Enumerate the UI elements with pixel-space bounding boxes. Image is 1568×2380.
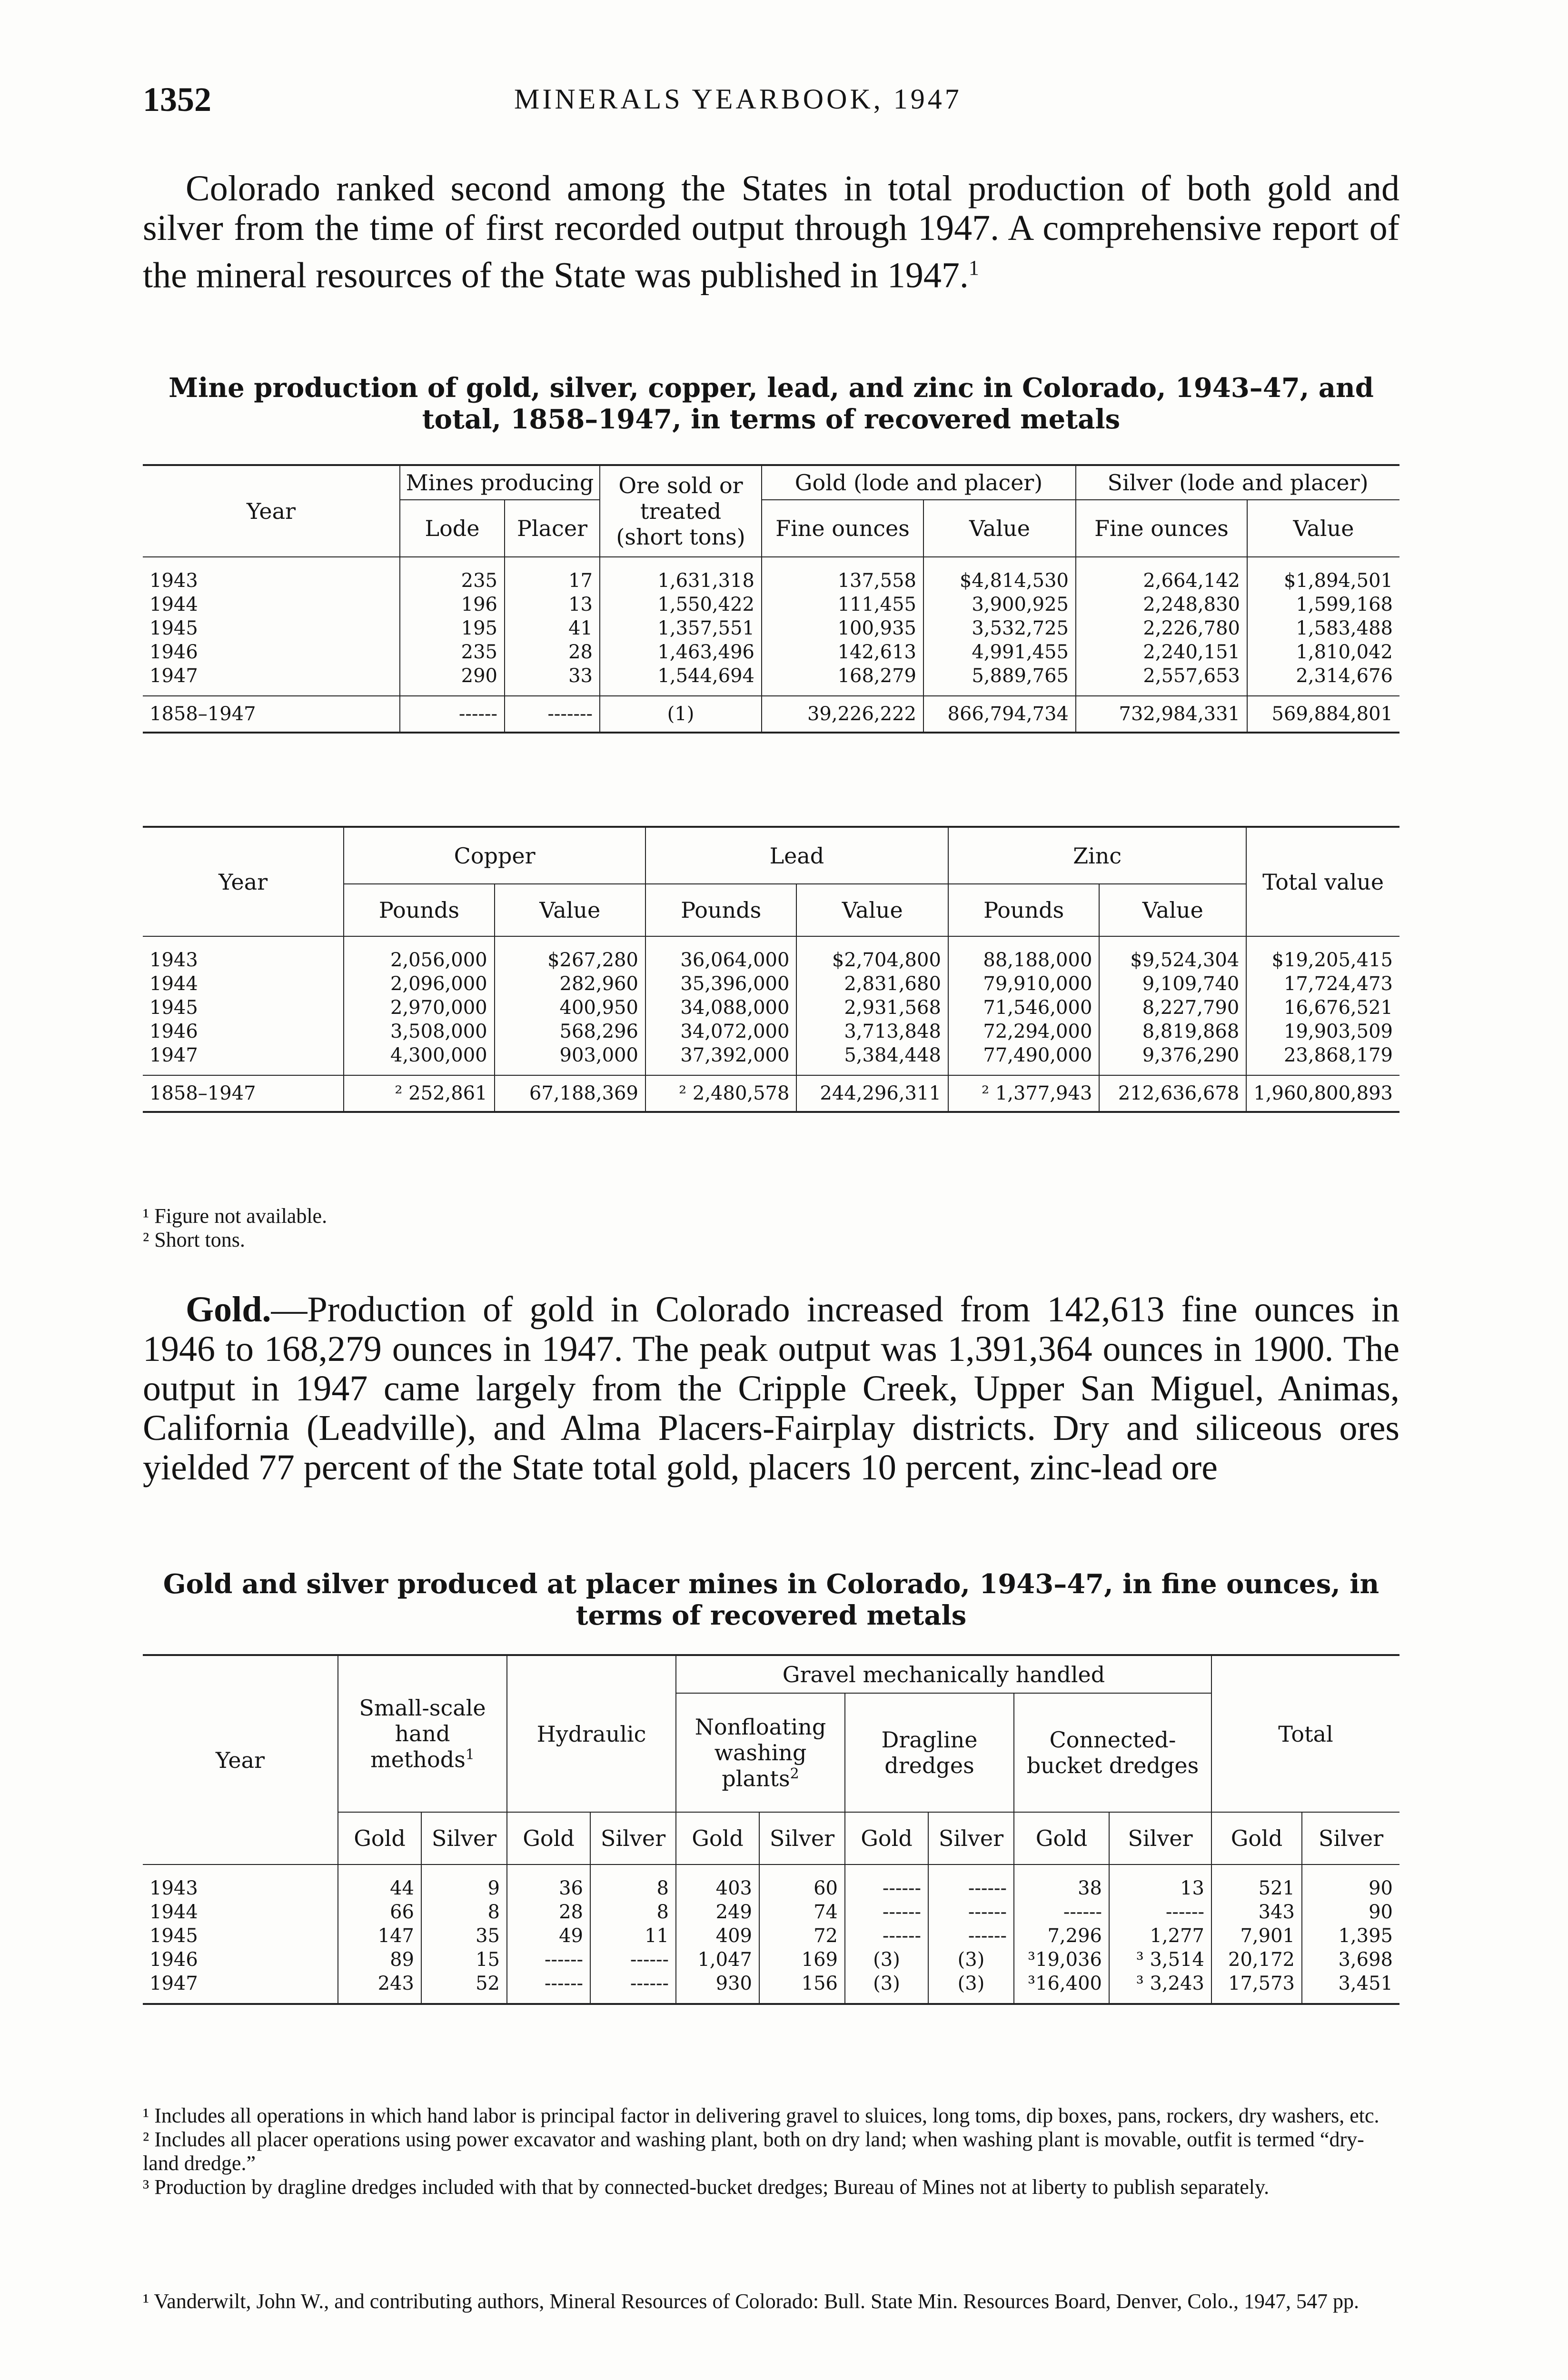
cell: 2,226,780 (1076, 616, 1247, 640)
cell: 521 (1211, 1864, 1302, 1900)
col-ore: Ore sold or treated (short tons) (600, 465, 762, 557)
table-row (143, 1924, 1399, 1948)
col-zinc-value: Value (1099, 884, 1246, 936)
cell: 8 (590, 1864, 676, 1900)
cell: 1858–1947 (143, 1075, 344, 1112)
cell: 2,664,142 (1076, 557, 1247, 593)
cell: 8 (421, 1900, 507, 1924)
table2-body (143, 936, 1399, 1112)
cell: 34,072,000 (645, 1020, 797, 1043)
cell: 8,819,868 (1099, 1020, 1246, 1043)
cell: 903,000 (495, 1043, 645, 1075)
col-silver: Silver (1302, 1812, 1399, 1864)
cell: 23,868,179 (1246, 1043, 1399, 1075)
page-number: 1352 (143, 80, 211, 119)
cell: 196 (400, 593, 505, 616)
cell: 2,314,676 (1247, 664, 1399, 696)
table3-caption: Gold and silver produced at placer mines in Colorado, 1943–47, in fine ounces, in terms of recovered metals (163, 1568, 1379, 1631)
cell: 9,109,740 (1099, 972, 1246, 996)
cell: 72 (759, 1924, 845, 1948)
cell: ------ (928, 1864, 1014, 1900)
table-copper-lead-zinc (143, 826, 1399, 1113)
cell: 169 (759, 1948, 845, 1972)
cell: 2,831,680 (796, 972, 948, 996)
cell: 290 (400, 664, 505, 696)
cell: $2,704,800 (796, 936, 948, 972)
cell: 72,294,000 (948, 1020, 1100, 1043)
table-row (143, 616, 1399, 640)
cell: $19,205,415 (1246, 936, 1399, 972)
cell: 168,279 (762, 664, 923, 696)
cell: 1,550,422 (600, 593, 762, 616)
cell: ² 252,861 (344, 1075, 494, 1112)
cell: 7,296 (1014, 1924, 1109, 1948)
cell: 2,240,151 (1076, 640, 1247, 664)
col-copper: Copper (344, 827, 645, 884)
col-gold: Gold (lode and placer) (762, 465, 1076, 500)
col-year: Year (143, 1655, 338, 1864)
cell: 28 (507, 1900, 590, 1924)
table-row (143, 1948, 1399, 1972)
cell: 17,724,473 (1246, 972, 1399, 996)
cell: ------ (845, 1864, 928, 1900)
cell: 1,463,496 (600, 640, 762, 664)
cell: 2,931,568 (796, 996, 948, 1020)
col-silver-value: Value (1247, 500, 1399, 557)
col-total: Total (1211, 1655, 1399, 1812)
col-dragline: Dragline dredges (845, 1693, 1014, 1812)
cell: 35,396,000 (645, 972, 797, 996)
cell: 235 (400, 640, 505, 664)
col-silver: Silver (928, 1812, 1014, 1864)
cell: ------ (928, 1924, 1014, 1948)
table-row (143, 1043, 1399, 1075)
cell: 1,583,488 (1247, 616, 1399, 640)
cell: 33 (505, 664, 600, 696)
cell: ------ (845, 1924, 928, 1948)
col-gold: Gold (338, 1812, 421, 1864)
cell: 88,188,000 (948, 936, 1100, 972)
table-row (143, 640, 1399, 664)
cell: 89 (338, 1948, 421, 1972)
cell: 7,901 (1211, 1924, 1302, 1948)
page-footnote (143, 2290, 1399, 2313)
cell: 1,631,318 (600, 557, 762, 593)
cell: 2,056,000 (344, 936, 494, 972)
table-row (143, 936, 1399, 972)
cell: 1943 (143, 1864, 338, 1900)
cell: $9,524,304 (1099, 936, 1246, 972)
cell: 9,376,290 (1099, 1043, 1246, 1075)
cell: (3) (845, 1972, 928, 2004)
col-small-scale (338, 1655, 507, 1812)
table1-body (143, 557, 1399, 733)
col-silver: Silver (590, 1812, 676, 1864)
table-gold-silver (143, 464, 1399, 734)
note: ¹ Includes all operations in which hand labor is principal factor in delivering gravel to sluices, long toms, dip boxes, pans, rockers, dry washers, etc. (143, 2104, 1379, 2127)
col-lode: Lode (400, 500, 505, 557)
col-hydraulic: Hydraulic (507, 1655, 676, 1812)
cell: 1946 (143, 1020, 344, 1043)
running-header (143, 80, 1399, 128)
col-silver: Silver (421, 1812, 507, 1864)
cell: ³19,036 (1014, 1948, 1109, 1972)
cell: 1,810,042 (1247, 640, 1399, 664)
cell: 1944 (143, 593, 400, 616)
col-year: Year (143, 465, 400, 557)
cell: (3) (928, 1972, 1014, 2004)
cell: $4,814,530 (923, 557, 1076, 593)
col-gold: Gold (1211, 1812, 1302, 1864)
cell: ³ 3,243 (1109, 1972, 1211, 2004)
cell: 19,903,509 (1246, 1020, 1399, 1043)
cell: 11 (590, 1924, 676, 1948)
col-silver: Silver (759, 1812, 845, 1864)
note: ² Short tons. (143, 1228, 245, 1251)
cell: 2,248,830 (1076, 593, 1247, 616)
cell: ------ (928, 1900, 1014, 1924)
cell: 34,088,000 (645, 996, 797, 1020)
cell: 66 (338, 1900, 421, 1924)
cell: 243 (338, 1972, 421, 2004)
cell: 1,544,694 (600, 664, 762, 696)
cell: 17,573 (1211, 1972, 1302, 2004)
cell: 111,455 (762, 593, 923, 616)
col-year: Year (143, 827, 344, 936)
cell: 156 (759, 1972, 845, 2004)
cell: 1947 (143, 664, 400, 696)
col-gold: Gold (676, 1812, 759, 1864)
col-silver-fine-ounces: Fine ounces (1076, 500, 1247, 557)
cell: 13 (505, 593, 600, 616)
cell: 930 (676, 1972, 759, 2004)
cell: 1945 (143, 1924, 338, 1948)
col-copper-value: Value (495, 884, 645, 936)
cell: 4,991,455 (923, 640, 1076, 664)
cell: 1945 (143, 996, 344, 1020)
cell: 3,508,000 (344, 1020, 494, 1043)
cell: 41 (505, 616, 600, 640)
footnote-text: ¹ Vanderwilt, John W., and contributing authors, Mineral Resources of Colorado: Bull. State Min. Resources Board, Denver, Colo., 1947, 547 pp. (143, 2290, 1359, 2313)
cell: 212,636,678 (1099, 1075, 1246, 1112)
cell: $267,280 (495, 936, 645, 972)
cell: 195 (400, 616, 505, 640)
cell: ------ (590, 1972, 676, 2004)
cell: 1943 (143, 936, 344, 972)
col-gold: Gold (845, 1812, 928, 1864)
table-notes (143, 1204, 1399, 1252)
cell: ------ (507, 1972, 590, 2004)
cell: 1945 (143, 616, 400, 640)
cell: 38 (1014, 1864, 1109, 1900)
col-copper-pounds: Pounds (344, 884, 494, 936)
cell: 79,910,000 (948, 972, 1100, 996)
cell: 400,950 (495, 996, 645, 1020)
cell: ³ 3,514 (1109, 1948, 1211, 1972)
cell: 137,558 (762, 557, 923, 593)
cell: 1858–1947 (143, 696, 400, 733)
col-lead-value: Value (796, 884, 948, 936)
col-gravel: Gravel mechanically handled (676, 1655, 1211, 1693)
intro-text: Colorado ranked second among the States in total production of both gold and silver from the time of first recorded output through 1947. A comprehensive report of the mineral resources of the State was published in 1947. (143, 169, 1399, 296)
intro-paragraph (143, 169, 1399, 295)
cell: $1,894,501 (1247, 557, 1399, 593)
cell: 67,188,369 (495, 1075, 645, 1112)
cell: 1,960,800,893 (1246, 1075, 1399, 1112)
cell: 235 (400, 557, 505, 593)
cell: 9 (421, 1864, 507, 1900)
cell: 1,599,168 (1247, 593, 1399, 616)
table-total-row (143, 1075, 1399, 1112)
cell: 77,490,000 (948, 1043, 1100, 1075)
nonfloating-label: Nonfloating washing plants (695, 1714, 826, 1792)
cell: 1,047 (676, 1948, 759, 1972)
note: ¹ Figure not available. (143, 1204, 327, 1228)
cell: 44 (338, 1864, 421, 1900)
cell: 1,395 (1302, 1924, 1399, 1948)
cell: ------ (507, 1948, 590, 1972)
col-gold-value: Value (923, 500, 1076, 557)
table-row (143, 1900, 1399, 1924)
nonfloating-fn: 2 (790, 1765, 799, 1782)
table-placer-mines (143, 1654, 1399, 2005)
cell: 60 (759, 1864, 845, 1900)
table3-notes (143, 2104, 1399, 2199)
cell: (3) (928, 1948, 1014, 1972)
note: ² Includes all placer operations using power excavator and washing plant, both on dry land; when washing plant is movable, outfit is termed “dry-land dredge.” (143, 2128, 1364, 2175)
cell: 1944 (143, 972, 344, 996)
cell: 1947 (143, 1972, 338, 2004)
cell: 409 (676, 1924, 759, 1948)
cell: 15 (421, 1948, 507, 1972)
cell: 3,713,848 (796, 1020, 948, 1043)
cell: 100,935 (762, 616, 923, 640)
cell: 1,277 (1109, 1924, 1211, 1948)
small-scale-fn: 1 (465, 1746, 475, 1764)
cell: ------ (845, 1900, 928, 1924)
cell: ------ (400, 696, 505, 733)
cell: 3,451 (1302, 1972, 1399, 2004)
table-row (143, 1020, 1399, 1043)
cell: 569,884,801 (1247, 696, 1399, 733)
table-row (143, 996, 1399, 1020)
cell: 36,064,000 (645, 936, 797, 972)
cell: 17 (505, 557, 600, 593)
cell: 20,172 (1211, 1948, 1302, 1972)
table-row (143, 972, 1399, 996)
cell: 28 (505, 640, 600, 664)
col-silver: Silver (lode and placer) (1076, 465, 1399, 500)
cell: 1943 (143, 557, 400, 593)
cell: 1946 (143, 1948, 338, 1972)
note: ³ Production by dragline dredges included with that by connected-bucket dredges; Bureau of Mines not at liberty to publish separately. (143, 2175, 1270, 2199)
cell: 2,557,653 (1076, 664, 1247, 696)
cell: 249 (676, 1900, 759, 1924)
cell: 2,970,000 (344, 996, 494, 1020)
col-placer: Placer (505, 500, 600, 557)
cell: 3,900,925 (923, 593, 1076, 616)
cell: 36 (507, 1864, 590, 1900)
cell: 90 (1302, 1900, 1399, 1924)
col-total-value: Total value (1246, 827, 1399, 936)
table-row (143, 1972, 1399, 2004)
cell: ------- (505, 696, 600, 733)
col-gold: Gold (1014, 1812, 1109, 1864)
table-total-row (143, 696, 1399, 733)
cell: 568,296 (495, 1020, 645, 1043)
cell: 343 (1211, 1900, 1302, 1924)
col-gold-fine-ounces: Fine ounces (762, 500, 923, 557)
cell: 142,613 (762, 640, 923, 664)
cell: ³16,400 (1014, 1972, 1109, 2004)
cell: 147 (338, 1924, 421, 1948)
cell: 403 (676, 1864, 759, 1900)
col-gold: Gold (507, 1812, 590, 1864)
cell: 1946 (143, 640, 400, 664)
cell: 35 (421, 1924, 507, 1948)
cell: 13 (1109, 1864, 1211, 1900)
intro-footnote-ref: 1 (968, 256, 979, 279)
col-zinc-pounds: Pounds (948, 884, 1100, 936)
gold-text: —Production of gold in Colorado increased from 142,613 fine ounces in 1946 to 168,279 ounces in 1947. The peak output was 1,391,364 ounces in 1900. The output in 1947 came largely from the Cripple Creek, Upper San Miguel, Animas, California (Leadville), and Alma Placers-Fairplay districts. Dry and siliceous ores yielded 77 percent of the State total gold, placers 10 percent, zinc-lead ore (143, 1289, 1399, 1488)
cell: 74 (759, 1900, 845, 1924)
cell: 3,532,725 (923, 616, 1076, 640)
col-zinc: Zinc (948, 827, 1246, 884)
col-mines-producing: Mines producing (400, 465, 600, 500)
cell: 5,384,448 (796, 1043, 948, 1075)
cell: 8 (590, 1900, 676, 1924)
table1-caption: Mine production of gold, silver, copper, lead, and zinc in Colorado, 1943–47, and total, 1858–1947, in terms of recovered metals (169, 372, 1374, 435)
cell: 8,227,790 (1099, 996, 1246, 1020)
col-nonfloating (676, 1693, 845, 1812)
table-row (143, 664, 1399, 696)
cell: 866,794,734 (923, 696, 1076, 733)
cell: 49 (507, 1924, 590, 1948)
cell: ------ (1014, 1900, 1109, 1924)
cell: 1947 (143, 1043, 344, 1075)
cell: ------ (1109, 1900, 1211, 1924)
cell: 5,889,765 (923, 664, 1076, 696)
cell: 16,676,521 (1246, 996, 1399, 1020)
cell: 52 (421, 1972, 507, 2004)
table-row (143, 1864, 1399, 1900)
col-lead-pounds: Pounds (645, 884, 797, 936)
col-silver: Silver (1109, 1812, 1211, 1864)
running-title: MINERALS YEARBOOK, 1947 (514, 83, 962, 115)
gold-heading: Gold. (186, 1289, 271, 1329)
cell: 1944 (143, 1900, 338, 1924)
cell: 282,960 (495, 972, 645, 996)
cell: ² 2,480,578 (645, 1075, 797, 1112)
cell: 37,392,000 (645, 1043, 797, 1075)
cell: 1,357,551 (600, 616, 762, 640)
cell: 2,096,000 (344, 972, 494, 996)
cell: ² 1,377,943 (948, 1075, 1100, 1112)
col-lead: Lead (645, 827, 948, 884)
col-connected-bucket: Connected-bucket dredges (1014, 1693, 1211, 1812)
gold-paragraph (143, 1290, 1399, 1488)
cell: 71,546,000 (948, 996, 1100, 1020)
cell: 90 (1302, 1864, 1399, 1900)
cell: (1) (600, 696, 762, 733)
cell: (3) (845, 1948, 928, 1972)
table-row (143, 557, 1399, 593)
table3-body (143, 1864, 1399, 2004)
cell: 39,226,222 (762, 696, 923, 733)
cell: 4,300,000 (344, 1043, 494, 1075)
cell: 244,296,311 (796, 1075, 948, 1112)
table-row (143, 593, 1399, 616)
small-scale-label: Small-scale hand methods (359, 1695, 486, 1773)
cell: ------ (590, 1948, 676, 1972)
cell: 3,698 (1302, 1948, 1399, 1972)
cell: 732,984,331 (1076, 696, 1247, 733)
